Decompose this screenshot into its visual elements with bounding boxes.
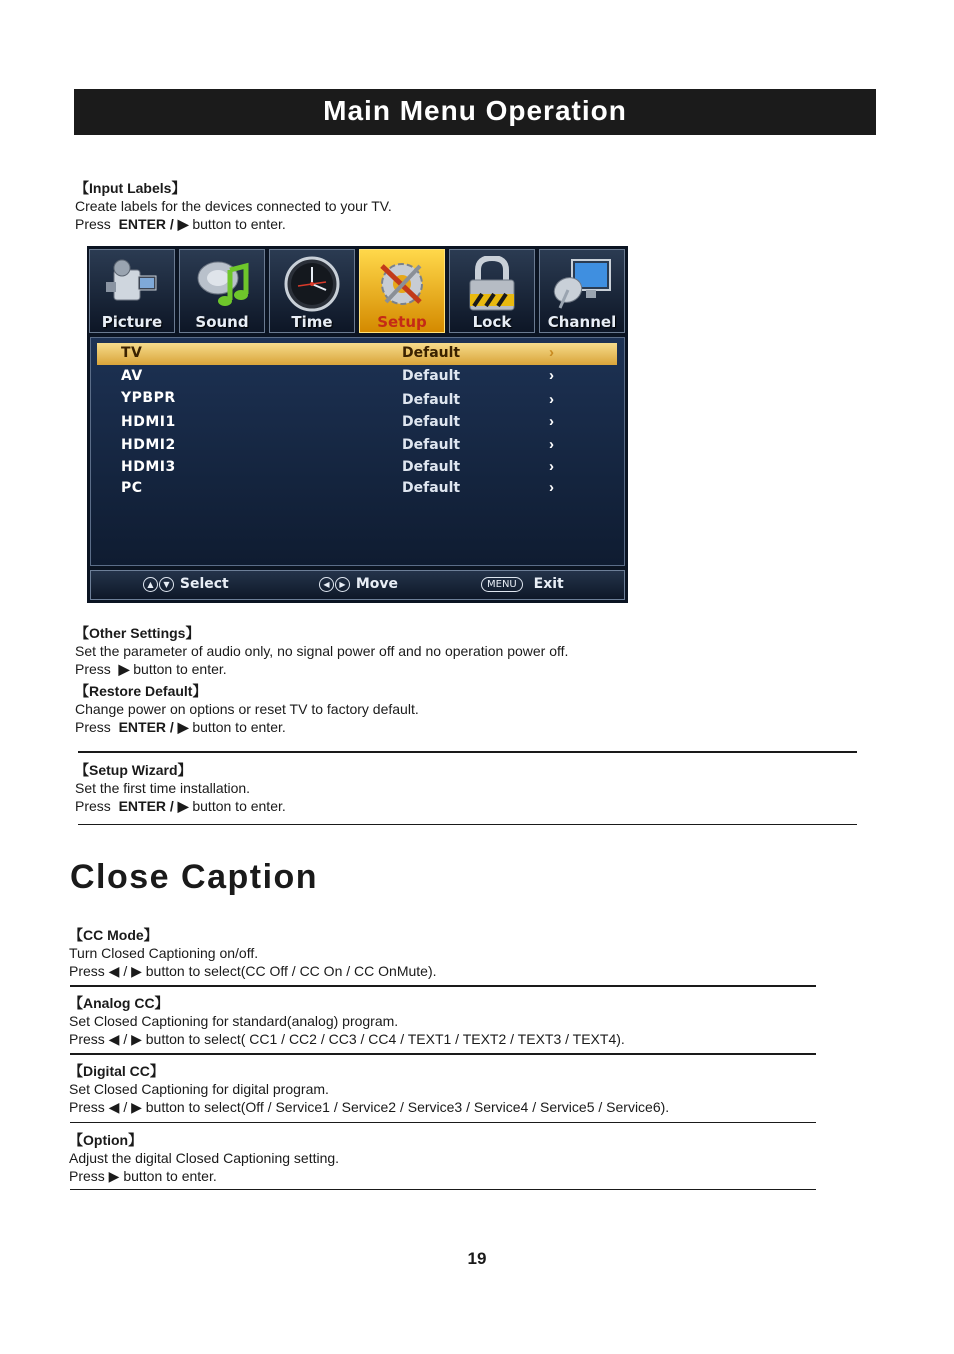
section-other-settings [75,624,568,678]
help-select [143,576,229,592]
section-heading: 【Setup Wizard】 [75,762,192,778]
row-value: Default [402,437,461,453]
menu-list-panel [90,337,625,566]
menu-tab-bar [89,249,626,335]
tab-label: Channel [547,313,617,331]
section-description: Turn Closed Captioning on/off. [69,945,259,961]
page-number: 19 [467,1249,487,1268]
section-restore-default [75,682,419,736]
key-name: ENTER / ▶ [118,216,189,232]
section-analog-cc [69,994,625,1048]
section-heading: 【Analog CC】 [69,995,169,1011]
help-select-label: Select [179,576,229,592]
help-move-label: Move [355,576,399,592]
instruction-tail: button to enter. [192,798,286,814]
menu-row-av[interactable] [97,366,617,388]
tab-lock[interactable] [449,249,535,333]
up-arrow-icon: ▲ [143,577,158,592]
gear-tools-icon [372,256,432,314]
section-description: Set the first time installation. [75,780,251,796]
section-description: Set the parameter of audio only, no signal power off and no operation power off. [75,643,569,659]
divider [70,1122,816,1123]
menu-row-tv[interactable] [97,343,617,365]
section-description: Create labels for the devices connected to your TV. [75,198,392,214]
divider [70,1053,816,1055]
tab-label: Setup [377,313,427,331]
music-note-icon [192,256,252,314]
page-banner-title: Main Menu Operation [74,89,876,135]
menu-row-ypbpr[interactable] [97,388,617,410]
chevron-right-icon: › [549,436,554,453]
clock-icon [282,256,342,314]
section-description: Change power on options or reset TV to factory default. [75,701,419,717]
tab-label: Picture [101,313,163,331]
camera-icon [102,256,162,314]
section-heading: 【Restore Default】 [75,683,207,699]
row-value: Default [402,392,461,408]
tab-setup[interactable] [359,249,445,333]
row-label: YPBPR [121,390,176,406]
menu-row-pc[interactable] [97,478,617,500]
section-setup-wizard [75,761,286,815]
chevron-right-icon: › [549,367,554,384]
left-arrow-icon: ◀ [319,577,334,592]
close-caption-title: Close Caption [70,858,319,896]
section-instruction: Press ◀ / ▶ button to select(Off / Service1 / Service2 / Service3 / Service4 / Service5 / Service6). [69,1099,670,1115]
divider [70,985,816,987]
section-input-labels [75,179,392,233]
divider [78,751,857,753]
section-heading: 【Other Settings】 [75,625,200,641]
row-label: HDMI1 [121,414,176,430]
section-option [69,1131,339,1185]
row-label: TV [121,345,143,361]
divider [70,1189,816,1190]
section-heading: 【CC Mode】 [69,927,158,943]
menu-row-hdmi3[interactable] [97,457,617,479]
row-label: AV [121,368,143,384]
divider [78,824,857,825]
help-exit [481,576,564,592]
chevron-right-icon: › [549,391,554,408]
menu-help-bar [90,570,625,600]
section-heading: 【Option】 [69,1132,143,1148]
section-description: Set Closed Captioning for digital program. [69,1081,329,1097]
section-instruction [75,660,568,678]
section-heading: 【Digital CC】 [69,1063,164,1079]
down-arrow-icon: ▼ [159,577,174,592]
key-name: ENTER / ▶ [118,798,189,814]
tab-channel[interactable] [539,249,625,333]
menu-key-icon: MENU [481,577,523,592]
key-name: ENTER / ▶ [118,719,189,735]
help-exit-label: Exit [533,576,564,592]
section-description: Adjust the digital Closed Captioning setting. [69,1150,340,1166]
chevron-right-icon: › [549,458,554,475]
menu-row-hdmi2[interactable] [97,435,617,457]
row-label: HDMI2 [121,437,176,453]
instruction-tail: button to enter. [133,661,227,677]
padlock-icon [462,256,522,314]
tab-label: Time [291,313,333,331]
help-move [319,576,398,592]
row-value: Default [402,368,461,384]
chevron-right-icon: › [549,413,554,430]
section-heading: 【Input Labels】 [75,180,186,196]
row-value: Default [402,414,461,430]
section-cc-mode [69,926,437,980]
instruction-tail: button to enter. [192,719,286,735]
press-word: Press [75,798,111,814]
section-instruction: Press ◀ / ▶ button to select( CC1 / CC2 / CC3 / CC4 / TEXT1 / TEXT2 / TEXT3 / TEXT4). [69,1031,625,1047]
tab-sound[interactable] [179,249,265,333]
satellite-monitor-icon [550,256,614,314]
right-arrow-icon: ▶ [335,577,350,592]
section-instruction: Press ▶ button to enter. [69,1168,217,1184]
section-instruction: Press ◀ / ▶ button to select(CC Off / CC On / CC OnMute). [69,963,437,979]
section-instruction [75,718,419,736]
row-value: Default [402,459,461,475]
row-value: Default [402,480,461,496]
press-word: Press [75,719,111,735]
tab-label: Lock [472,313,512,331]
tab-label: Sound [195,313,249,331]
row-value: Default [402,345,461,361]
press-word: Press [75,216,111,232]
menu-row-hdmi1[interactable] [97,412,617,434]
section-instruction [75,215,392,233]
section-instruction [75,797,286,815]
press-word: Press [75,661,111,677]
section-description: Set Closed Captioning for standard(analog) program. [69,1013,399,1029]
key-name: ▶ [118,661,130,677]
instruction-tail: button to enter. [192,216,286,232]
row-label: HDMI3 [121,459,176,475]
chevron-right-icon: › [549,344,554,361]
tab-time[interactable] [269,249,355,333]
tv-menu-screenshot [87,246,628,603]
chevron-right-icon: › [549,479,554,496]
row-label: PC [121,480,143,496]
section-digital-cc [69,1062,669,1116]
tab-picture[interactable] [89,249,175,333]
